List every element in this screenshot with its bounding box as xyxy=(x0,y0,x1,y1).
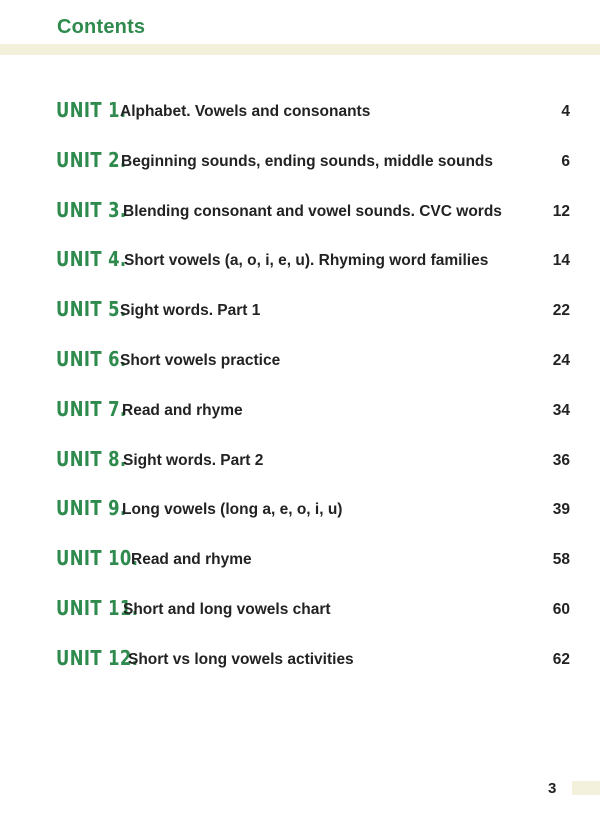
unit-topic: Short vowels practice xyxy=(120,351,281,369)
unit-topic: Read and rhyme xyxy=(131,551,252,569)
toc-row-unit-10[interactable] xyxy=(0,545,600,595)
unit-topic: Short vs long vowels activities xyxy=(128,650,354,668)
unit-topic: Alphabet. Vowels and consonants xyxy=(120,103,371,120)
page-number: 39 xyxy=(552,501,570,519)
page-number: 60 xyxy=(552,600,570,618)
footer-band xyxy=(572,781,600,795)
unit-label: UNIT 8. xyxy=(56,446,127,471)
unit-label: UNIT 3. xyxy=(56,197,127,222)
page-title: Contents xyxy=(57,16,146,38)
unit-label: UNIT 7. xyxy=(56,396,127,421)
toc-row-unit-7[interactable] xyxy=(0,396,600,446)
unit-label: UNIT 6. xyxy=(56,346,127,371)
unit-topic: Beginning sounds, ending sounds, middle sounds xyxy=(121,152,493,170)
unit-label: UNIT 2. xyxy=(56,147,127,172)
toc-row-unit-8[interactable] xyxy=(0,446,600,496)
page-number: 14 xyxy=(552,252,570,270)
toc-row-unit-11[interactable] xyxy=(0,595,600,645)
header-band xyxy=(0,44,600,55)
page-number: 22 xyxy=(552,302,570,320)
unit-label: UNIT 12. xyxy=(56,645,139,670)
unit-label: UNIT 4. xyxy=(56,247,127,272)
toc-row-unit-4[interactable] xyxy=(0,246,600,296)
page-number: 58 xyxy=(552,551,570,569)
unit-topic: Sight words. Part 1 xyxy=(120,302,261,320)
page-number: 34 xyxy=(552,401,570,419)
page-number: 24 xyxy=(552,351,570,369)
footer-page-number: 3 xyxy=(548,780,557,797)
page-number: 62 xyxy=(552,650,570,668)
toc-row-unit-6[interactable] xyxy=(0,346,600,396)
page-number: 12 xyxy=(552,202,570,220)
unit-topic: Long vowels (long a, e, o, i, u) xyxy=(122,501,343,519)
page-number: 6 xyxy=(561,152,570,170)
unit-label: UNIT 11. xyxy=(56,595,139,620)
toc-row-unit-5[interactable] xyxy=(0,296,600,346)
table-of-contents xyxy=(0,97,600,695)
unit-topic: Read and rhyme xyxy=(122,401,243,419)
unit-topic: Short and long vowels chart xyxy=(123,600,331,618)
toc-row-unit-12[interactable] xyxy=(0,645,600,695)
toc-row-unit-3[interactable] xyxy=(0,197,600,247)
page-number: 4 xyxy=(561,103,570,120)
unit-topic: Sight words. Part 2 xyxy=(123,451,264,469)
toc-row-unit-9[interactable] xyxy=(0,495,600,545)
toc-row-unit-1[interactable] xyxy=(0,97,600,147)
unit-label: UNIT 10. xyxy=(56,546,139,571)
unit-label: UNIT 5. xyxy=(56,297,127,322)
unit-topic: Blending consonant and vowel sounds. CVC words xyxy=(123,202,502,220)
unit-label: UNIT 9. xyxy=(56,496,127,521)
toc-row-unit-2[interactable] xyxy=(0,147,600,197)
unit-label: UNIT 1. xyxy=(56,98,127,122)
page-header xyxy=(0,14,600,58)
page-number: 36 xyxy=(552,451,570,469)
unit-topic: Short vowels (a, o, i, e, u). Rhyming word families xyxy=(124,252,489,270)
